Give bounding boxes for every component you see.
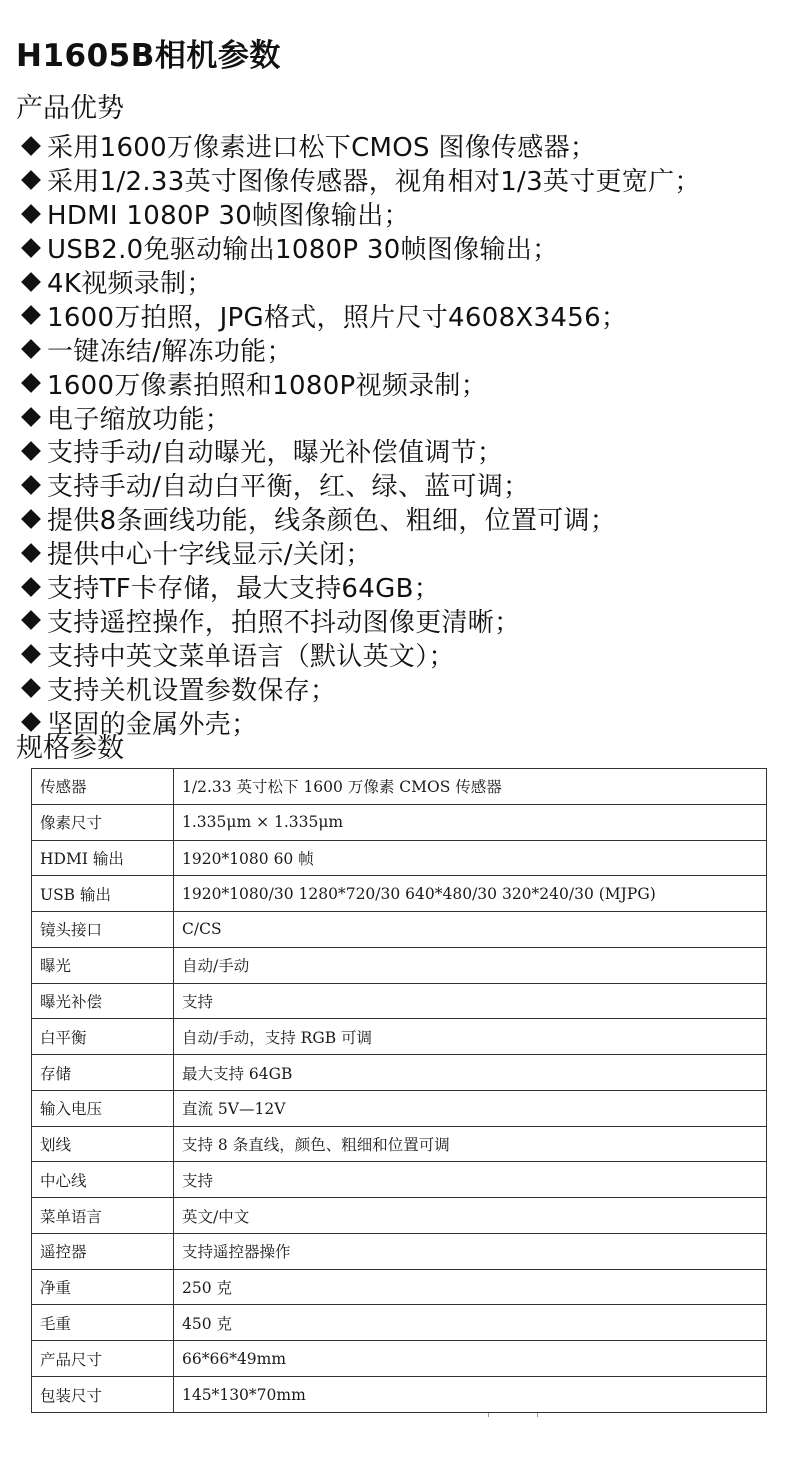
table-row	[32, 876, 767, 912]
diamond-bullet-icon	[21, 441, 41, 461]
table-row	[32, 1019, 767, 1055]
feature-list	[18, 129, 701, 739]
advantages-heading: 产品优势	[16, 93, 124, 124]
table-row	[32, 1162, 767, 1198]
spec-label: 中心线	[32, 1162, 174, 1198]
spec-label: 毛重	[32, 1305, 174, 1341]
diamond-bullet-icon	[21, 475, 41, 495]
diamond-bullet-icon	[21, 204, 41, 224]
feature-text: 提供8条画线功能，线条颜色、粗细，位置可调；	[47, 506, 617, 537]
spec-value: C/CS	[174, 912, 767, 948]
diamond-bullet-icon	[21, 272, 41, 292]
spec-label: 存储	[32, 1055, 174, 1091]
table-row	[32, 1233, 767, 1269]
spec-value: 1920*1080 60 帧	[174, 840, 767, 876]
list-item	[18, 163, 701, 197]
table-row	[32, 1198, 767, 1234]
feature-text: 支持中英文菜单语言（默认英文）；	[47, 641, 455, 672]
list-item	[18, 197, 701, 231]
spec-table	[31, 768, 767, 1413]
table-row	[32, 769, 767, 805]
spec-value: 支持	[174, 1162, 767, 1198]
spec-value: 直流 5V—12V	[174, 1090, 767, 1126]
list-item	[18, 400, 701, 434]
feature-text: 1600万拍照，JPG格式，照片尺寸4608X3456；	[47, 302, 628, 333]
specs-heading: 规格参数	[16, 733, 124, 764]
spec-value: 自动/手动	[174, 947, 767, 983]
spec-label: 输入电压	[32, 1090, 174, 1126]
table-row	[32, 983, 767, 1019]
spec-label: 产品尺寸	[32, 1341, 174, 1377]
spec-value: 支持	[174, 983, 767, 1019]
diamond-bullet-icon	[21, 407, 41, 427]
spec-label: 曝光	[32, 947, 174, 983]
spec-label: 包装尺寸	[32, 1377, 174, 1413]
table-tail-divider	[488, 1413, 538, 1417]
list-item	[18, 536, 701, 570]
spec-value: 1/2.33 英寸松下 1600 万像素 CMOS 传感器	[174, 769, 767, 805]
diamond-bullet-icon	[21, 339, 41, 359]
table-row	[32, 1126, 767, 1162]
diamond-bullet-icon	[21, 238, 41, 258]
spec-value: 支持遥控器操作	[174, 1233, 767, 1269]
table-row	[32, 1090, 767, 1126]
table-row	[32, 1341, 767, 1377]
spec-label: 传感器	[32, 769, 174, 805]
table-row	[32, 1377, 767, 1413]
diamond-bullet-icon	[21, 373, 41, 393]
list-item	[18, 265, 701, 299]
spec-label: USB 输出	[32, 876, 174, 912]
feature-text: 采用1/2.33英寸图像传感器，视角相对1/3英寸更宽广；	[47, 167, 701, 198]
spec-label: 遥控器	[32, 1233, 174, 1269]
diamond-bullet-icon	[21, 577, 41, 597]
spec-value: 英文/中文	[174, 1198, 767, 1234]
diamond-bullet-icon	[21, 611, 41, 631]
spec-label: 菜单语言	[32, 1198, 174, 1234]
spec-value: 145*130*70mm	[174, 1377, 767, 1413]
feature-text: 4K视频录制；	[47, 269, 213, 300]
list-item	[18, 671, 701, 705]
feature-text: 坚固的金属外壳；	[47, 709, 258, 740]
diamond-bullet-icon	[21, 305, 41, 325]
feature-text: USB2.0免驱动输出1080P 30帧图像输出；	[47, 235, 559, 266]
spec-label: 划线	[32, 1126, 174, 1162]
table-row	[32, 947, 767, 983]
list-item	[18, 332, 701, 366]
feature-text: 支持手动/自动曝光，曝光补偿值调节；	[47, 438, 504, 469]
table-row	[32, 840, 767, 876]
feature-text: 采用1600万像素进口松下CMOS 图像传感器；	[47, 133, 597, 164]
list-item	[18, 298, 701, 332]
list-item	[18, 231, 701, 265]
diamond-bullet-icon	[21, 644, 41, 664]
list-item	[18, 603, 701, 637]
spec-label: 曝光补偿	[32, 983, 174, 1019]
list-item	[18, 366, 701, 400]
list-item	[18, 637, 701, 671]
list-item	[18, 502, 701, 536]
list-item	[18, 129, 701, 163]
diamond-bullet-icon	[21, 170, 41, 190]
feature-text: 提供中心十字线显示/关闭；	[47, 540, 372, 571]
page-title: H1605B相机参数	[16, 38, 281, 74]
spec-label: 净重	[32, 1269, 174, 1305]
feature-text: 1600万像素拍照和1080P视频录制；	[47, 370, 488, 401]
diamond-bullet-icon	[21, 712, 41, 732]
spec-value: 450 克	[174, 1305, 767, 1341]
feature-text: 支持TF卡存储，最大支持64GB；	[47, 574, 441, 605]
table-row	[32, 1269, 767, 1305]
spec-value: 250 克	[174, 1269, 767, 1305]
feature-text: HDMI 1080P 30帧图像输出；	[47, 201, 410, 232]
list-item	[18, 570, 701, 604]
spec-label: HDMI 输出	[32, 840, 174, 876]
diamond-bullet-icon	[21, 543, 41, 563]
feature-text: 一键冻结/解冻功能；	[47, 336, 293, 367]
spec-label: 像素尺寸	[32, 804, 174, 840]
spec-value: 最大支持 64GB	[174, 1055, 767, 1091]
diamond-bullet-icon	[21, 678, 41, 698]
diamond-bullet-icon	[21, 136, 41, 156]
table-row	[32, 1055, 767, 1091]
feature-text: 支持关机设置参数保存；	[47, 675, 337, 706]
table-row	[32, 804, 767, 840]
feature-text: 电子缩放功能；	[47, 404, 232, 435]
spec-value: 1.335μm × 1.335μm	[174, 804, 767, 840]
spec-value: 66*66*49mm	[174, 1341, 767, 1377]
feature-text: 支持遥控操作，拍照不抖动图像更清晰；	[47, 607, 521, 638]
spec-label: 白平衡	[32, 1019, 174, 1055]
diamond-bullet-icon	[21, 509, 41, 529]
spec-value: 自动/手动，支持 RGB 可调	[174, 1019, 767, 1055]
table-row	[32, 1305, 767, 1341]
spec-label: 镜头接口	[32, 912, 174, 948]
list-item	[18, 434, 701, 468]
feature-text: 支持手动/自动白平衡，红、绿、蓝可调；	[47, 472, 530, 503]
spec-value: 1920*1080/30 1280*720/30 640*480/30 320*240/30 (MJPG)	[174, 876, 767, 912]
table-row	[32, 912, 767, 948]
list-item	[18, 468, 701, 502]
spec-value: 支持 8 条直线，颜色、粗细和位置可调	[174, 1126, 767, 1162]
